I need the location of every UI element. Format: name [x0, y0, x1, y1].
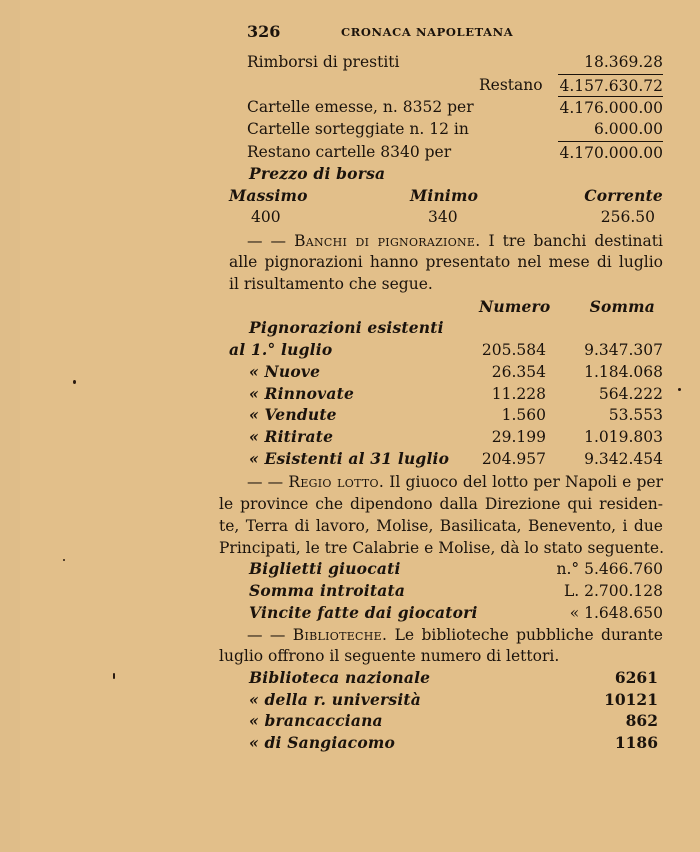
value-minimo: 340: [428, 208, 458, 226]
row-label: Vincite fatte dai giocatori: [249, 603, 478, 622]
table-row: [229, 339, 663, 361]
somma: 1.019.803: [584, 428, 663, 446]
table-row: [229, 426, 663, 448]
text: Le biblioteche pubbliche durante: [394, 626, 663, 644]
table-row: [229, 361, 663, 383]
value: 4.170.000.00: [558, 141, 663, 164]
lotto-para-line-1: [247, 471, 663, 493]
margin-speck: [113, 673, 115, 679]
text: Il giuoco del lotto per Napoli e per: [389, 473, 663, 491]
label: Restano cartelle 8340 per: [247, 143, 452, 161]
numero: 204.957: [481, 450, 546, 468]
section-heading: Banchi di pignorazione.: [294, 232, 481, 250]
row-label: « di Sangiacomo: [249, 733, 395, 752]
prezzo-values: [229, 206, 663, 228]
banchi-para-line-3: il risultamento che segue.: [229, 275, 433, 293]
label: Restano: [479, 76, 543, 94]
row-value: 862: [625, 711, 658, 730]
row-value: L. 2.700.128: [563, 582, 663, 600]
banchi-para-line-1: [247, 230, 663, 252]
table-row: [229, 383, 663, 405]
row-label: « Vendute: [249, 405, 337, 424]
value-corrente: 256.50: [600, 208, 655, 226]
table-row: [229, 448, 663, 470]
numero: 29.199: [491, 428, 546, 446]
row-value: 10121: [604, 690, 658, 709]
row-label: « Ritirate: [249, 427, 334, 446]
somma: 9.342.454: [584, 450, 663, 468]
row-label: al 1.° luglio: [229, 340, 333, 359]
list-item: [229, 602, 663, 624]
list-item: [229, 667, 663, 689]
row-label: « Nuove: [249, 362, 321, 381]
value: 4.176.000.00: [558, 96, 663, 119]
page-number: 326: [247, 22, 281, 41]
row-label: Somma introitata: [249, 581, 406, 600]
row-restano-cartelle: [229, 141, 663, 163]
label: Cartelle sorteggiate n. 12 in: [247, 120, 469, 138]
value: 4.157.630.72: [558, 74, 663, 97]
prezzo-title-text: Prezzo di borsa: [249, 164, 386, 183]
row-sorteggiate: [229, 118, 663, 140]
section-heading: Biblioteche.: [292, 626, 388, 644]
row-label: « Rinnovate: [249, 384, 355, 403]
row-emesse: [229, 96, 663, 118]
header-numero: Numero: [479, 297, 551, 316]
header-somma: Somma: [589, 297, 655, 316]
header-corrente: Corrente: [584, 186, 663, 205]
lotto-para-line-3: te, Terra di lavoro, Molise, Basilicata, Benevento, i due: [219, 517, 663, 535]
section-heading: Regio lotto.: [288, 473, 385, 491]
list-item: [229, 732, 663, 754]
lotto-para-line-4: Principati, le tre Calabrie e Molise, dà lo stato seguente.: [219, 539, 665, 557]
em-dash: — —: [247, 232, 287, 250]
value: 6.000.00: [593, 120, 663, 138]
row-value: n.° 5.466.760: [556, 560, 663, 578]
biblio-para-line-2: luglio offrono il seguente numero di lettori.: [219, 647, 560, 665]
prezzo-title: [229, 163, 663, 185]
row-label: « brancacciana: [249, 711, 383, 730]
numero: 1.560: [501, 406, 546, 424]
em-dash: — —: [247, 473, 284, 491]
label: Pignorazioni esistenti: [249, 318, 444, 337]
numero: 26.354: [491, 363, 546, 381]
row-value: 1186: [614, 733, 658, 752]
list-item: [229, 580, 663, 602]
running-title: CRONACA NAPOLETANA: [341, 25, 514, 39]
numero: 205.584: [481, 341, 546, 359]
header-minimo: Minimo: [410, 186, 479, 205]
somma: 9.347.307: [584, 341, 663, 359]
somma: 53.553: [608, 406, 663, 424]
label: Rimborsi di prestiti: [247, 53, 400, 71]
lotto-para-line-2: le province che dipendono dalla Direzione qui residen-: [219, 495, 663, 513]
row-value: 6261: [614, 668, 658, 687]
row-value: « 1.648.650: [569, 604, 663, 622]
prezzo-headers: [229, 185, 663, 207]
row-label: Biblioteca nazionale: [249, 668, 431, 687]
page-edge: [0, 0, 20, 852]
numero: 11.228: [491, 385, 546, 403]
label: Cartelle emesse, n. 8352 per: [247, 98, 474, 116]
em-dash: — —: [247, 626, 286, 644]
margin-speck: [73, 380, 76, 384]
list-item: [229, 710, 663, 732]
value: 18.369.28: [584, 53, 663, 71]
row-rimborsi: [229, 51, 663, 73]
text: I tre banchi destinati: [488, 232, 663, 250]
margin-speck: [63, 559, 65, 561]
somma: 1.184.068: [584, 363, 663, 381]
table-row: [229, 404, 663, 426]
header-massimo: Massimo: [229, 186, 308, 205]
row-label: « Esistenti al 31 luglio: [249, 449, 450, 468]
margin-speck: [678, 388, 681, 391]
banchi-label-a: [229, 317, 663, 339]
row-label: Biglietti giuocati: [249, 559, 401, 578]
list-item: [229, 558, 663, 580]
biblio-para-line-1: [247, 624, 663, 646]
row-restano: [229, 74, 663, 96]
somma: 564.222: [598, 385, 663, 403]
list-item: [229, 689, 663, 711]
banchi-para-line-2: alle pignorazioni hanno presentato nel mese di luglio: [229, 253, 663, 271]
row-label: « della r. università: [249, 690, 422, 709]
value-massimo: 400: [251, 208, 281, 226]
banchi-col-headers: [229, 296, 663, 318]
